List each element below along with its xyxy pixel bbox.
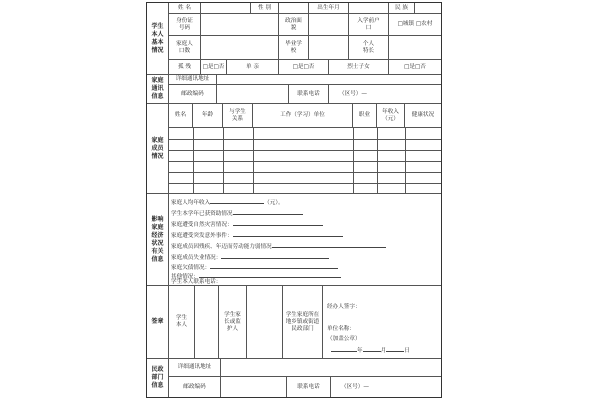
ethnicity-field[interactable]	[415, 3, 441, 14]
birth-label: 出生年月	[309, 3, 349, 14]
sign-student-field[interactable]	[195, 286, 219, 359]
sign-student-label: 学生本人	[169, 286, 195, 359]
family-header-workplace: 工作（学习）单位	[253, 104, 353, 128]
family-header-relation: 与学生关系	[223, 104, 253, 128]
civil-phone-field[interactable]: （区号）—	[341, 383, 369, 390]
unit-name-label: 单位名称：	[327, 326, 355, 332]
civil-postcode-field[interactable]	[221, 377, 287, 397]
single-parent-label: 单 亲	[227, 60, 279, 75]
contact-postcode-label: 邮政编码	[169, 85, 217, 104]
economy-line-debt[interactable]: 家庭欠债情况：	[171, 263, 338, 272]
gender-field[interactable]	[279, 3, 309, 14]
single-parent-options[interactable]: □是□否	[279, 60, 329, 75]
family-size-label: 家庭人口数	[169, 36, 201, 60]
economy-line-income[interactable]: 家庭人均年收入 （元）。	[171, 200, 284, 206]
economy-line-accident[interactable]: 家庭遭受突发意外事件：	[171, 231, 343, 240]
sign-guardian-field[interactable]	[247, 286, 283, 359]
economy-section-label: 影响家庭经济状况有关信息	[147, 194, 169, 286]
name-field[interactable]	[201, 3, 251, 14]
family-section-label: 家庭成员情况	[147, 104, 169, 194]
contact-address-field[interactable]	[217, 75, 441, 85]
economy-line-student-phone[interactable]: 学生本人联系电话：	[171, 279, 222, 285]
family-header-health: 健康状况	[405, 104, 441, 128]
application-form	[146, 2, 442, 398]
orphan-label: 孤 残	[169, 60, 201, 75]
civil-postcode-label: 邮政编码	[169, 377, 221, 397]
talent-field[interactable]	[389, 36, 441, 60]
economy-line-unemployment[interactable]: 家庭成员失业情况：	[171, 253, 329, 262]
economy-line-other[interactable]: 其他情况：	[171, 272, 341, 281]
orphan-options[interactable]: □是□否	[201, 60, 227, 75]
family-header-occupation: 职业	[353, 104, 377, 128]
ethnicity-label: 民 族	[389, 3, 415, 14]
civil-address-field[interactable]	[221, 359, 441, 377]
martyr-options[interactable]: □是□否	[389, 60, 441, 75]
seal-note: （加盖公章）	[327, 336, 361, 342]
political-field[interactable]	[309, 14, 349, 36]
graduated-school-field[interactable]	[309, 36, 349, 60]
economy-line-disaster[interactable]: 家庭遭受自然灾害情况：	[171, 220, 323, 229]
graduated-school-label: 毕业学校	[279, 36, 309, 60]
contact-phone-label: 联系电话	[289, 85, 329, 104]
id-number-field[interactable]	[201, 14, 279, 36]
gender-label: 性 别	[251, 3, 279, 14]
economy-info-area	[169, 194, 441, 286]
birth-field[interactable]	[349, 3, 389, 14]
civil-address-label: 详细通讯地址	[169, 359, 221, 377]
contact-section-label: 家庭通讯信息	[147, 75, 169, 104]
sign-date[interactable]: 年 月 日	[331, 346, 410, 355]
id-number-label: 身份证号码	[169, 14, 201, 36]
martyr-label: 烈士子女	[329, 60, 389, 75]
family-header-name: 姓名	[169, 104, 193, 128]
contact-address-label: 详细通讯地址	[169, 75, 217, 85]
handler-signature-label: 经办人签字：	[327, 304, 361, 310]
hukou-options[interactable]: □城镇 □农村	[389, 14, 441, 36]
family-size-field[interactable]	[201, 36, 279, 60]
economy-line-aid[interactable]: 学生本学年已获资助情况	[171, 209, 303, 218]
family-header-age: 年龄	[193, 104, 223, 128]
political-label: 政治面貌	[279, 14, 309, 36]
sign-civil-dept-label: 学生家庭所在地乡镇或街道民政部门	[283, 286, 323, 359]
student-section-label: 学生本人基本情况	[147, 3, 169, 75]
sign-section-label: 签章	[147, 286, 169, 359]
civil-section-label: 民政部门信息	[147, 359, 169, 397]
contact-postcode-field[interactable]	[217, 85, 289, 104]
sign-guardian-label: 学生家长或监护人	[219, 286, 247, 359]
economy-line-disability[interactable]: 家庭成员因残疾、年迈而劳动能力弱情况	[171, 242, 386, 251]
sign-civil-dept-field[interactable]	[323, 286, 441, 359]
family-member-rows[interactable]	[169, 128, 441, 194]
hukou-label: 入学前户口	[349, 14, 389, 36]
contact-phone-field[interactable]: （区号）—	[329, 85, 441, 104]
talent-label: 个人特长	[349, 36, 389, 60]
name-label: 姓 名	[169, 3, 201, 14]
family-header-income: 年收入（元）	[377, 104, 405, 128]
civil-phone-label: 联系电话	[287, 377, 331, 397]
